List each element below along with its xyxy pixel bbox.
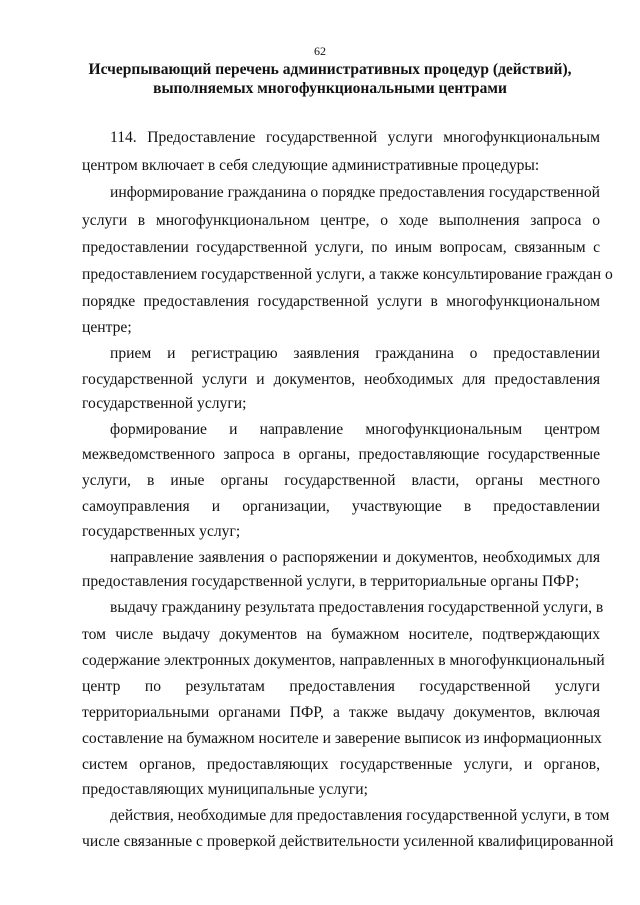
text-line: услуги в многофункциональном центре, о ходе выполнения запроса о	[82, 212, 600, 229]
text-line: государственных услуг;	[82, 523, 241, 540]
title-line: выполняемых многофункциональными центрами	[153, 80, 507, 97]
text-line: направление заявления о распоряжении и документов, необходимых для	[110, 549, 600, 566]
text-line: центре;	[82, 319, 132, 336]
text-line: предоставляющих муниципальные услуги;	[82, 781, 368, 798]
text-line: предоставления государственной услуги, в территориальные органы ПФР;	[82, 573, 580, 590]
text-line: порядке предоставления государственной услуги в многофункциональном	[82, 293, 600, 310]
page-title	[70, 60, 590, 98]
text-line: предоставлением государственной услуги, а также консультирование граждан о	[82, 266, 613, 283]
text-line: центр по результатам предоставления государственной услуги	[82, 678, 600, 695]
text-line: государственной услуги;	[82, 395, 247, 412]
text-line: услуги, в иные органы государственной власти, органы местного	[82, 472, 600, 489]
title-line: Исчерпывающий перечень административных процедур (действий),	[88, 61, 572, 78]
text-line: составление на бумажном носителе и заверение выписок из информационных	[82, 730, 602, 747]
text-line: межведомственного запроса в органы, предоставляющие государственные	[82, 446, 600, 463]
text-line: выдачу гражданину результата предоставления государственной услуги, в	[110, 599, 604, 616]
text-line: том числе выдачу документов на бумажном носителе, подтверждающих	[82, 626, 600, 643]
text-line: информирование гражданина о порядке предоставления государственной	[110, 184, 600, 201]
text-line: прием и регистрацию заявления гражданина о предоставлении	[110, 345, 600, 362]
text-line: систем органов, предоставляющих государственные услуги, и органов,	[82, 756, 600, 773]
text-line: центром включает в себя следующие административные процедуры:	[82, 157, 540, 174]
text-line: самоуправления и организации, участвующие в предоставлении	[82, 498, 600, 515]
text-line: 114. Предоставление государственной услуги многофункциональным	[110, 129, 600, 146]
page-number: 62	[314, 44, 326, 58]
text-line: содержание электронных документов, направленных в многофункциональный	[82, 652, 605, 669]
text-line: числе связанные с проверкой действительности усиленной квалифицированной	[82, 833, 614, 850]
text-line: формирование и направление многофункциональным центром	[110, 421, 600, 438]
text-line: территориальными органами ПФР, а также выдачу документов, включая	[82, 704, 600, 721]
text-line: предоставлении государственной услуги, по иным вопросам, связанным с	[82, 239, 600, 256]
text-line: государственной услуги и документов, необходимых для предоставления	[82, 371, 600, 388]
text-line: действия, необходимые для предоставления государственной услуги, в том	[110, 807, 610, 824]
